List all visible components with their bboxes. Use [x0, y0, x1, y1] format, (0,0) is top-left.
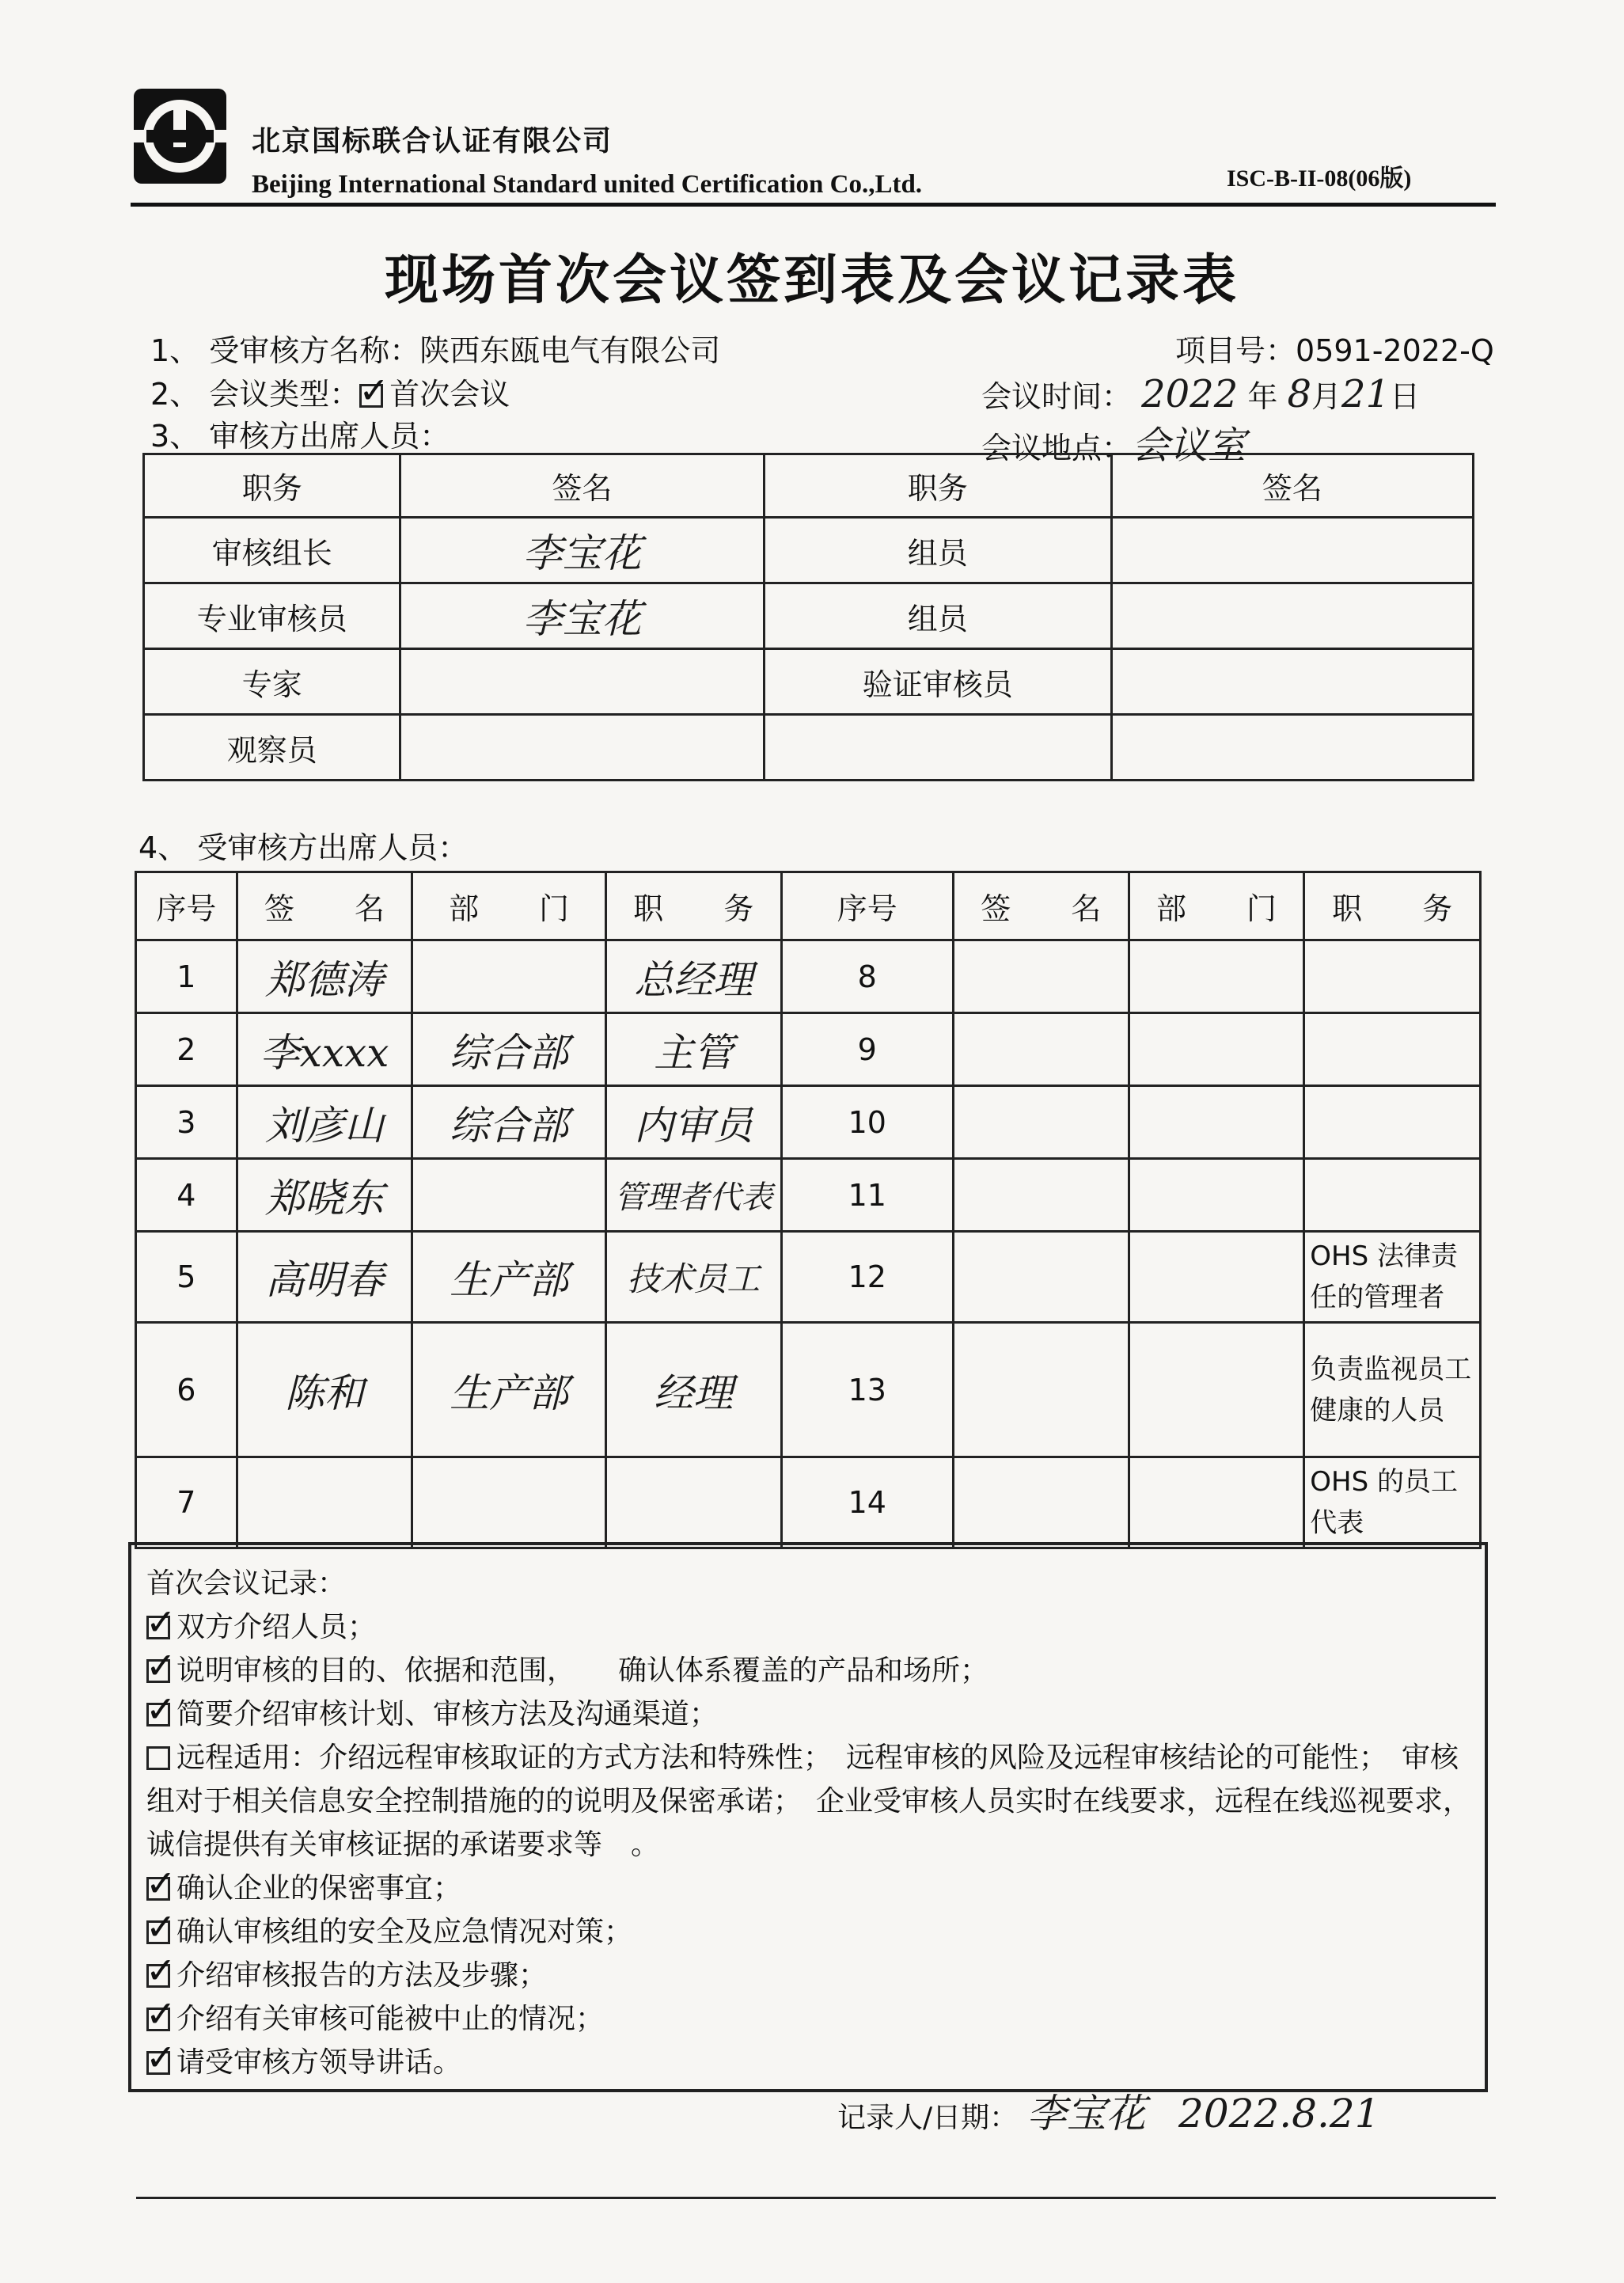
seq-cell: 2	[136, 1013, 237, 1086]
position-cell	[1304, 1013, 1481, 1086]
header-cell: 签名	[400, 454, 764, 518]
company-name-cn: 北京国标联合认证有限公司	[252, 125, 613, 158]
position-cell[interactable]: 经理	[605, 1323, 781, 1457]
header-cell: 签 名	[953, 872, 1129, 940]
minutes-item	[146, 1953, 547, 1993]
table-row	[136, 1323, 1481, 1457]
meeting-time-line	[981, 372, 1420, 416]
position-cell: OHS 法律责任的管理者	[1304, 1232, 1481, 1323]
minutes-item	[146, 1996, 604, 2037]
seq-cell: 4	[136, 1159, 237, 1232]
position-cell[interactable]: 技术员工	[605, 1232, 781, 1323]
document-title: 现场首次会议签到表及会议记录表	[384, 249, 1239, 312]
department-cell[interactable]	[1129, 1232, 1304, 1323]
table-header-row	[144, 454, 1474, 518]
seq-cell: 5	[136, 1232, 237, 1323]
department-cell[interactable]	[412, 1457, 606, 1548]
role-cell: 组员	[764, 518, 1111, 583]
minutes-item	[146, 1692, 718, 1732]
department-cell[interactable]	[1129, 1013, 1304, 1086]
table-row	[136, 1457, 1481, 1548]
auditee-name-line	[150, 326, 720, 370]
project-label: 项目号：	[1175, 333, 1296, 368]
header-cell: 职 务	[605, 872, 781, 940]
meeting-time-day: 21	[1341, 372, 1391, 416]
minutes-item-text: 确认企业的保密事宜；	[176, 1872, 462, 1905]
signature-cell[interactable]: 陈和	[237, 1323, 412, 1457]
minutes-item-text: 确认审核组的安全及应急情况对策；	[176, 1916, 633, 1948]
signature-cell[interactable]	[953, 1013, 1129, 1086]
department-cell[interactable]	[412, 940, 606, 1013]
meeting-type-checkbox[interactable]	[359, 384, 383, 408]
signature-cell[interactable]	[400, 715, 764, 781]
department-cell[interactable]	[1129, 940, 1304, 1013]
header-cell: 部 门	[412, 872, 606, 940]
checkbox-icon[interactable]	[146, 1703, 170, 1726]
role-cell	[764, 715, 1111, 781]
seq-cell: 9	[781, 1013, 953, 1086]
position-cell[interactable]: 总经理	[605, 940, 781, 1013]
position-cell[interactable]	[605, 1457, 781, 1548]
department-cell[interactable]	[1129, 1159, 1304, 1232]
signature-cell[interactable]	[1111, 715, 1473, 781]
minutes-item	[146, 1605, 376, 1645]
checkbox-icon[interactable]	[146, 1877, 170, 1901]
department-cell[interactable]: 生产部	[412, 1323, 606, 1457]
table-row	[144, 715, 1474, 781]
position-cell	[1304, 1159, 1481, 1232]
seq-cell: 13	[781, 1323, 953, 1457]
meeting-type-value: 首次会议	[389, 377, 510, 412]
seq-cell: 7	[136, 1457, 237, 1548]
header-cell: 序号	[781, 872, 953, 940]
recorder-name: 李宝花	[1026, 2091, 1146, 2137]
checkbox-icon[interactable]	[146, 1659, 170, 1683]
signature-cell[interactable]	[953, 1159, 1129, 1232]
header-cell: 职务	[764, 454, 1111, 518]
department-cell[interactable]	[1129, 1323, 1304, 1457]
seq-cell: 8	[781, 940, 953, 1013]
header-cell: 签名	[1111, 454, 1473, 518]
meeting-time-month: 8	[1287, 372, 1312, 416]
minutes-item-text: 简要介绍审核计划、审核方法及沟通渠道；	[176, 1698, 719, 1730]
signature-cell[interactable]	[400, 649, 764, 715]
table-row	[144, 649, 1474, 715]
signature-cell[interactable]: 李宝花	[400, 583, 764, 649]
seq-cell: 12	[781, 1232, 953, 1323]
minutes-item	[146, 1648, 988, 1689]
minutes-item-continued: 组对于相关信息安全控制措施的的说明及保密承诺； 企业受审核人员实时在线要求，远程在线巡视要求，	[146, 1785, 1472, 1818]
checkbox-icon[interactable]	[146, 2051, 170, 2075]
meeting-place-value: 会议室	[1132, 424, 1246, 468]
seq-cell: 6	[136, 1323, 237, 1457]
role-cell: 专家	[144, 649, 400, 715]
signature-cell[interactable]	[953, 1086, 1129, 1159]
minutes-item-continued: 诚信提供有关审核证据的承诺要求等 。	[146, 1829, 660, 1861]
meeting-time-year: 2022	[1141, 372, 1239, 416]
role-cell: 组员	[764, 583, 1111, 649]
header-cell: 签 名	[237, 872, 412, 940]
seq-cell: 11	[781, 1159, 953, 1232]
signature-cell[interactable]	[1111, 649, 1473, 715]
header-cell: 职务	[144, 454, 400, 518]
header-cell: 部 门	[1129, 872, 1304, 940]
signature-cell[interactable]	[1111, 518, 1473, 583]
table-row	[144, 518, 1474, 583]
checkbox-icon[interactable]	[146, 1920, 170, 1944]
checkbox-icon[interactable]	[146, 1616, 170, 1639]
seq-cell: 3	[136, 1086, 237, 1159]
isc-logo-icon	[131, 85, 230, 187]
signature-cell[interactable]	[953, 1323, 1129, 1457]
footer-divider	[136, 2197, 1496, 2199]
signature-cell[interactable]: 郑晓东	[237, 1159, 412, 1232]
department-cell[interactable]: 生产部	[412, 1232, 606, 1323]
minutes-item	[146, 1866, 461, 1906]
table-row	[136, 1232, 1481, 1323]
signature-cell[interactable]: 郑德涛	[237, 940, 412, 1013]
checkbox-icon[interactable]	[146, 1964, 170, 1988]
recorder-date: 2022.8.21	[1178, 2091, 1380, 2137]
role-cell: 专业审核员	[144, 583, 400, 649]
minutes-item-text: 双方介绍人员；	[176, 1611, 377, 1643]
seq-cell: 14	[781, 1457, 953, 1548]
position-cell[interactable]: 管理者代表	[605, 1159, 781, 1232]
signature-cell[interactable]: 刘彦山	[237, 1086, 412, 1159]
auditee-attendees-label: 4、 受审核方出席人员：	[138, 830, 469, 865]
position-cell	[1304, 940, 1481, 1013]
header-cell: 职 务	[1304, 872, 1481, 940]
signature-cell[interactable]	[237, 1457, 412, 1548]
position-cell	[1304, 1086, 1481, 1159]
signature-cell[interactable]: 高明春	[237, 1232, 412, 1323]
role-cell: 审核组长	[144, 518, 400, 583]
role-cell: 验证审核员	[764, 649, 1111, 715]
position-cell[interactable]: 内审员	[605, 1086, 781, 1159]
minutes-item-text: 说明审核的目的、依据和范围， 确认体系覆盖的产品和场所；	[176, 1654, 989, 1687]
minutes-item-text: 介绍有关审核可能被中止的情况；	[176, 2003, 605, 2035]
minutes-item-text: 介绍审核报告的方法及步骤；	[176, 1959, 548, 1992]
meeting-time-day-unit: 日	[1390, 379, 1421, 414]
table-row	[136, 1159, 1481, 1232]
checkbox-icon[interactable]	[146, 1746, 170, 1770]
table-row	[136, 1086, 1481, 1159]
auditee-value: 陕西东瓯电气有限公司	[419, 333, 721, 368]
department-cell[interactable]	[412, 1159, 606, 1232]
table-row	[136, 1013, 1481, 1086]
signature-cell[interactable]	[1111, 583, 1473, 649]
signature-cell[interactable]: 李xxxx	[237, 1013, 412, 1086]
checkbox-icon[interactable]	[146, 2008, 170, 2031]
minutes-item	[146, 2040, 461, 2080]
project-value: 0591-2022-Q	[1296, 333, 1494, 368]
header-divider	[131, 203, 1496, 207]
department-cell[interactable]	[1129, 1457, 1304, 1548]
header-cell: 序号	[136, 872, 237, 940]
minutes-item	[146, 1909, 632, 1950]
role-cell: 观察员	[144, 715, 400, 781]
auditee-label: 1、 受审核方名称：	[150, 333, 420, 368]
department-cell[interactable]: 综合部	[412, 1086, 606, 1159]
seq-cell: 10	[781, 1086, 953, 1159]
meeting-time-month-unit: 月	[1311, 379, 1342, 414]
signature-cell[interactable]	[953, 940, 1129, 1013]
signature-cell[interactable]: 李宝花	[400, 518, 764, 583]
minutes-item-text: 远程适用：介绍远程审核取证的方式方法和特殊性； 远程审核的风险及远程审核结论的可能性； 审核	[176, 1742, 1459, 1774]
position-cell[interactable]: 主管	[605, 1013, 781, 1086]
meeting-time-label: 会议时间：	[981, 379, 1133, 414]
table-header-row	[136, 872, 1481, 940]
meeting-type-line	[150, 370, 510, 413]
auditor-attendance-table	[142, 453, 1474, 781]
meeting-type-label: 2、 会议类型：	[150, 377, 360, 412]
recorder-label: 记录人/日期：	[837, 2102, 1019, 2134]
auditor-attendees-label: 3、 审核方出席人员：	[150, 419, 450, 454]
department-cell[interactable]: 综合部	[412, 1013, 606, 1086]
signature-cell[interactable]	[953, 1232, 1129, 1323]
auditee-attendance-table	[135, 871, 1482, 1549]
minutes-item-text: 请受审核方领导讲话。	[176, 2046, 462, 2079]
minutes-title: 首次会议记录：	[146, 1567, 347, 1600]
company-name-en: Beijing International Standard united Certification Co.,Ltd.	[252, 170, 923, 199]
signature-cell[interactable]	[953, 1457, 1129, 1548]
table-row	[144, 583, 1474, 649]
minutes-item	[146, 1735, 1459, 1776]
position-cell: OHS 的员工代表	[1304, 1457, 1481, 1548]
position-cell: 负责监视员工健康的人员	[1304, 1323, 1481, 1457]
seq-cell: 1	[136, 940, 237, 1013]
project-number-line	[1175, 326, 1494, 370]
table-row	[136, 940, 1481, 1013]
department-cell[interactable]	[1129, 1086, 1304, 1159]
meeting-time-year-unit: 年	[1247, 379, 1278, 414]
form-code: ISC-B-II-08(06版)	[1227, 165, 1412, 192]
meeting-place-label: 会议地点：	[981, 431, 1133, 465]
recorder-line	[837, 2082, 1380, 2139]
